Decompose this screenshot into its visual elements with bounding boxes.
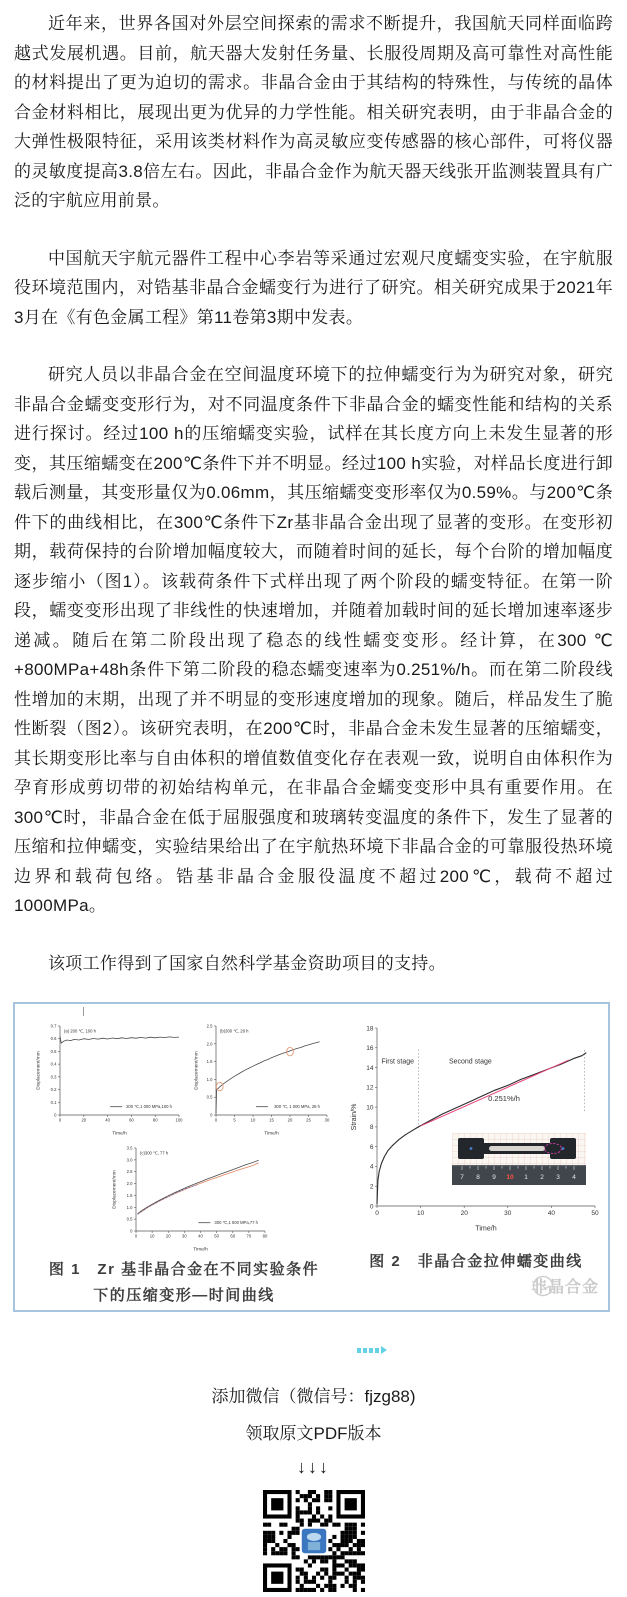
- figure2-caption: 图 2 非晶合金拉伸蠕变曲线: [369, 1253, 583, 1270]
- svg-text:0: 0: [214, 1117, 218, 1123]
- svg-text:2.5: 2.5: [206, 1023, 213, 1029]
- svg-text:First stage: First stage: [381, 1058, 415, 1066]
- watermark-logo-icon: [531, 1274, 555, 1298]
- svg-text:2.0: 2.0: [206, 1041, 213, 1047]
- svg-text:30: 30: [324, 1117, 330, 1123]
- svg-text:14: 14: [366, 1064, 374, 1072]
- svg-text:0.6: 0.6: [50, 1036, 57, 1042]
- qr-code-image[interactable]: [263, 1490, 365, 1592]
- ruler-number: 3: [556, 1174, 560, 1181]
- svg-text:300 ℃, 1 000 MPa, 28 h: 300 ℃, 1 000 MPa, 28 h: [274, 1104, 320, 1109]
- svg-text:0.1: 0.1: [50, 1099, 57, 1105]
- svg-text:Time/h: Time/h: [264, 1131, 279, 1136]
- svg-text:40: 40: [547, 1210, 556, 1217]
- ruler-number: 4: [572, 1174, 576, 1181]
- svg-text:40: 40: [198, 1233, 203, 1239]
- paragraph-4: 该项工作得到了国家自然科学基金资助项目的支持。: [48, 953, 446, 973]
- svg-text:0: 0: [130, 1228, 133, 1234]
- svg-text:10: 10: [366, 1104, 374, 1112]
- watermark-text: 非晶合金: [530, 1279, 599, 1296]
- svg-text:30: 30: [182, 1233, 187, 1239]
- figure1-subplot-b[interactable]: [191, 1018, 333, 1136]
- specimen-mark-right: [562, 1147, 565, 1150]
- svg-text:16: 16: [366, 1045, 374, 1053]
- svg-text:6: 6: [369, 1143, 374, 1151]
- svg-text:Displacement/mm: Displacement/mm: [36, 1051, 42, 1090]
- figure-2: [347, 1010, 605, 1306]
- ruler-number: 9: [492, 1174, 496, 1181]
- footer: [0, 1382, 627, 1592]
- watermark: [531, 1274, 599, 1297]
- ruler-number: 7: [460, 1174, 464, 1181]
- svg-text:10: 10: [416, 1210, 425, 1217]
- svg-text:2.0: 2.0: [126, 1181, 133, 1187]
- svg-text:0: 0: [369, 1203, 374, 1211]
- svg-text:0: 0: [54, 1112, 57, 1118]
- svg-text:1.0: 1.0: [126, 1204, 133, 1210]
- svg-text:3.5: 3.5: [126, 1145, 133, 1151]
- svg-text:0.2: 0.2: [50, 1087, 57, 1093]
- svg-text:10: 10: [250, 1117, 256, 1123]
- ruler-number: 8: [476, 1174, 480, 1181]
- svg-text:25: 25: [306, 1117, 311, 1123]
- svg-text:70: 70: [246, 1233, 252, 1239]
- svg-text:60: 60: [230, 1233, 236, 1239]
- svg-text:20: 20: [165, 1233, 171, 1239]
- svg-text:20: 20: [81, 1117, 87, 1123]
- svg-text:0.5: 0.5: [206, 1094, 213, 1100]
- paragraph-3: 研究人员以非晶合金在空间温度环境下的拉伸蠕变行为为研究对象，研究非晶合金蠕变变形行为，对不同温度条件下非晶合金的蠕变性能和结构的关系进行探讨。经过100 h的压缩蠕变实验，试样在其长度方向上未发生显著的形变，其压缩蠕变在200℃条件下并不明显。经过100 h实验，对样品长度进行卸载后测量，其变形量仅为0.06mm，其压缩蠕变变形率仅为0.59%。与200℃条件下的曲线相比，在300℃条件下Zr基非晶合金出现了显著的变形。在变形初期，载荷保持的台阶增加幅度较大，而随着时间的延长，每个台阶的增加幅度逐步缩小（图1）。该载荷条件下式样出现了两个阶段的蠕变特征。在第一阶段，蠕变变形出现了非线性的快速增加，并随着加载时间的延长增加速率逐步递减。随后在第二阶段出现了稳态的线性蠕变变形。经计算，在300 ℃ +800MPa+48h条件下第二阶段的稳态蠕变速率为0.251%/h。而在第二阶段线性增加的末期，出现了并不明显的变形速度增加的现象。随后，样品发生了脆性断裂（图2）。该研究表明，在200℃时，非晶合金未发生显著的压缩蠕变，其长期变形比率与自由体积的增值数值变化存在表观一致，说明自由体积作为孕育形成剪切带的初始结构单元，在非晶合金蠕变变形中具有重要作用。在300℃时，非晶合金在低于屈服强度和玻璃转变温度的条件下，发生了显著的压缩和拉伸蠕变，实验结果给出了在宇航热环境下非晶合金的可靠服役热环境边界和载荷包络。锆基非晶合金服役温度不超过200℃，载荷不超过1000MPa。: [14, 365, 613, 915]
- figure1-subplot-a[interactable]: [33, 1018, 185, 1136]
- svg-text:50: 50: [214, 1233, 219, 1239]
- svg-text:5: 5: [233, 1117, 236, 1123]
- svg-text:12: 12: [366, 1084, 374, 1092]
- svg-text:0.5: 0.5: [50, 1048, 57, 1054]
- svg-text:8: 8: [369, 1124, 374, 1132]
- svg-text:0.5: 0.5: [126, 1216, 133, 1222]
- figure2-chart[interactable]: [347, 1020, 605, 1232]
- svg-text:Time/h: Time/h: [112, 1131, 127, 1136]
- svg-text:4: 4: [369, 1163, 374, 1171]
- svg-text:20: 20: [460, 1210, 468, 1217]
- svg-text:1.5: 1.5: [206, 1059, 213, 1065]
- svg-text:Displacement/mm: Displacement/mm: [112, 1170, 118, 1209]
- svg-text:0: 0: [134, 1233, 138, 1239]
- svg-text:0: 0: [375, 1210, 379, 1217]
- separator-arrow-icon: [357, 1346, 397, 1354]
- svg-text:0.251%/h: 0.251%/h: [488, 1094, 520, 1104]
- svg-text:60: 60: [129, 1117, 134, 1123]
- figure-1: [23, 1010, 345, 1306]
- svg-text:10: 10: [149, 1233, 155, 1239]
- svg-text:2: 2: [369, 1183, 374, 1191]
- svg-text:(c)300 ℃, 77 h: (c)300 ℃, 77 h: [140, 1150, 169, 1156]
- svg-text:Displacement/mm: Displacement/mm: [194, 1051, 200, 1090]
- svg-text:0.3: 0.3: [50, 1074, 57, 1080]
- paragraph-2: 中国航天宇航元器件工程中心李岩等采通过宏观尺度蠕变实验，在宇航服役环境范围内，对锆基非晶合金蠕变行为进行了研究。相关研究成果于2021年3月在《有色金属工程》第11卷第3期中发表。: [14, 248, 613, 327]
- svg-text:Time/h: Time/h: [193, 1247, 208, 1252]
- svg-text:3.0: 3.0: [126, 1157, 133, 1163]
- svg-text:Time/h: Time/h: [475, 1224, 497, 1232]
- wechat-contact-line: 添加微信（微信号：fjzg88): [211, 1387, 416, 1406]
- figure-panel[interactable]: [13, 1002, 610, 1312]
- svg-text:40: 40: [105, 1117, 110, 1123]
- ruler-number: 2: [540, 1174, 544, 1181]
- ruler: [452, 1165, 586, 1185]
- svg-text:1.0: 1.0: [206, 1076, 213, 1082]
- svg-text:30: 30: [504, 1210, 512, 1217]
- svg-text:200 ℃,1 000 MPa,100 h: 200 ℃,1 000 MPa,100 h: [126, 1104, 172, 1109]
- specimen-photo-inset: [452, 1133, 586, 1185]
- svg-text:20: 20: [287, 1117, 293, 1123]
- paragraph-1: 近年来，世界各国对外层空间探索的需求不断提升，我国航天同样面临跨越式发展机遇。目前，航天器大发射任务量、长服役周期及高可靠性对高性能的材料提出了更为迫切的需求。非晶合金由于其结构的特殊性，与传统的晶体合金材料相比，展现出更为优异的力学性能。相关研究表明，由于非晶合金的大弹性极限特征，采用该类材料作为高灵敏应变传感器的核心部件，可将仪器的灵敏度提高3.8倍左右。因此，非晶合金作为航天器天线张开监测装置具有广泛的宇航应用前景。: [14, 14, 613, 210]
- figure1-caption-line1: 图 1 Zr 基非晶合金在不同实验条件: [48, 1261, 320, 1278]
- svg-text:0.7: 0.7: [50, 1023, 57, 1029]
- svg-text:100: 100: [175, 1117, 183, 1123]
- specimen-slot: [489, 1146, 545, 1151]
- svg-text:18: 18: [366, 1025, 374, 1033]
- ruler-number-10: 10: [506, 1174, 514, 1181]
- svg-text:Second stage: Second stage: [448, 1058, 492, 1066]
- svg-text:1.5: 1.5: [126, 1192, 133, 1198]
- figure1-caption-line2: 下的压缩变形—时间曲线: [93, 1287, 275, 1304]
- svg-text:15: 15: [269, 1117, 274, 1123]
- qr-code[interactable]: [263, 1490, 365, 1592]
- svg-text:Strain/%: Strain/%: [350, 1103, 358, 1131]
- svg-text:80: 80: [262, 1233, 268, 1239]
- down-arrows-icon: ↓↓↓: [297, 1457, 330, 1477]
- svg-text:300 ℃,1 000 MPa,77 h: 300 ℃,1 000 MPa,77 h: [214, 1220, 258, 1225]
- svg-text:2.5: 2.5: [126, 1169, 133, 1175]
- svg-text:0.4: 0.4: [50, 1061, 57, 1067]
- svg-text:0: 0: [58, 1117, 62, 1123]
- svg-text:80: 80: [152, 1117, 158, 1123]
- ruler-number: 1: [524, 1174, 528, 1181]
- svg-text:(a) 200 ℃, 100 h: (a) 200 ℃, 100 h: [64, 1028, 96, 1034]
- svg-text:0: 0: [210, 1112, 213, 1118]
- svg-text:50: 50: [591, 1210, 599, 1217]
- pdf-offer-line: 领取原文PDF版本: [245, 1424, 382, 1443]
- figure1-subplot-c[interactable]: [109, 1140, 271, 1252]
- svg-text:(b)300 ℃, 28 h: (b)300 ℃, 28 h: [220, 1028, 249, 1034]
- specimen-mark-left: [470, 1147, 473, 1150]
